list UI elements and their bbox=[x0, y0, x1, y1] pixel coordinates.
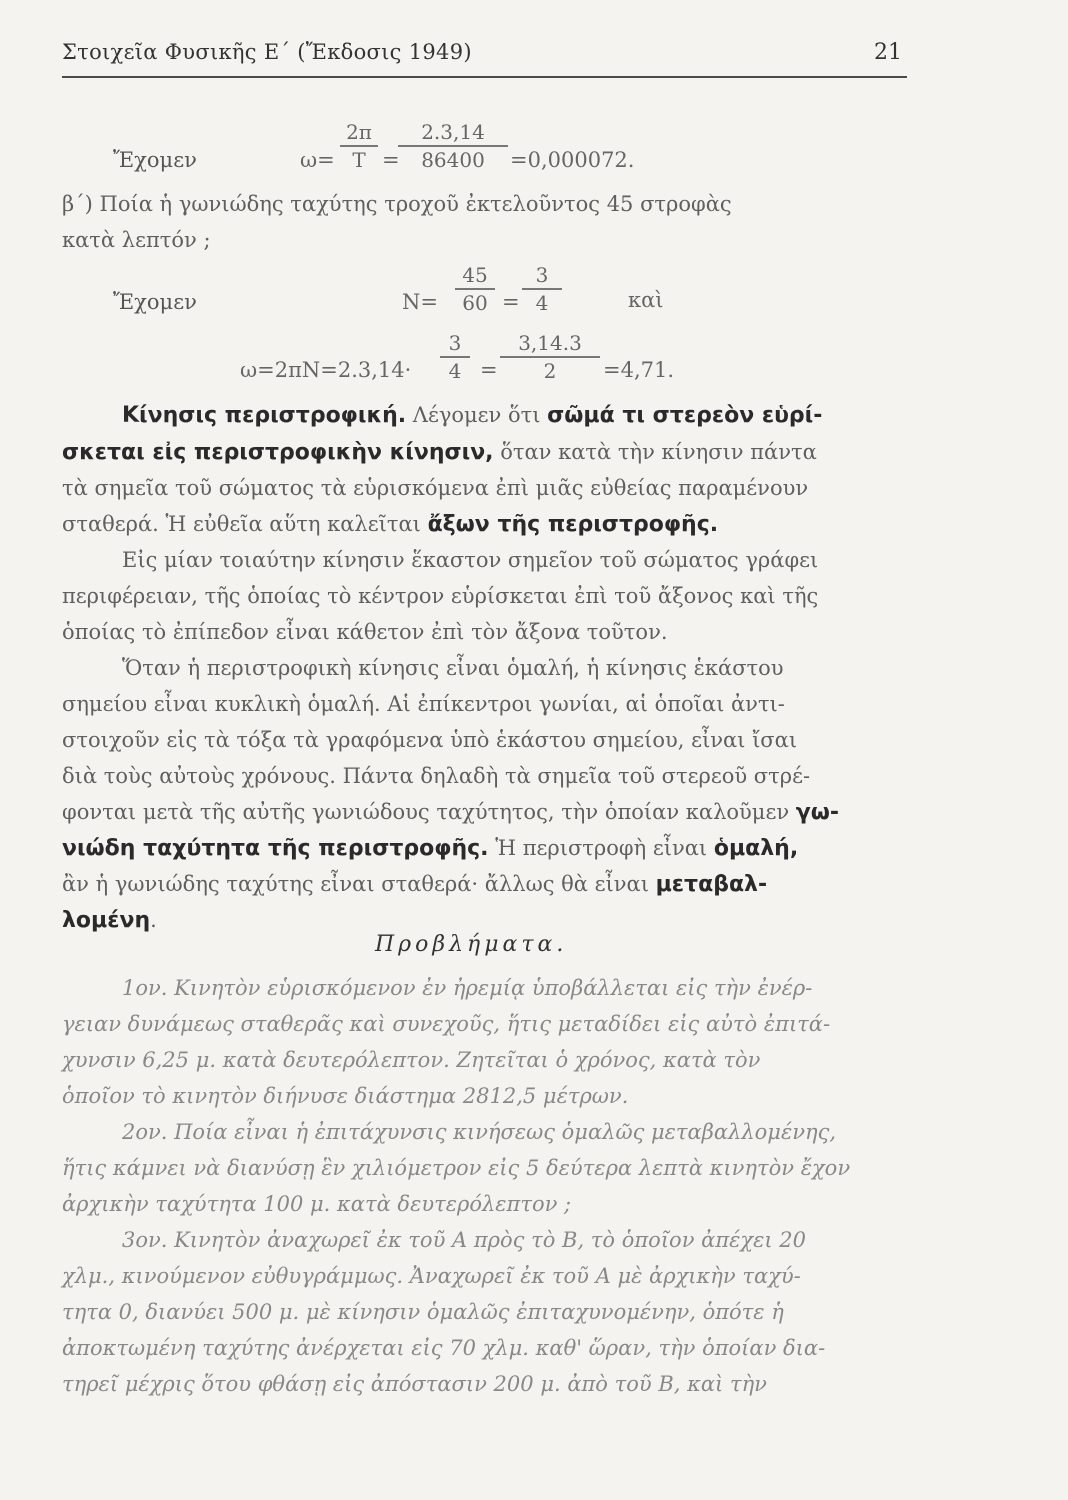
text: . bbox=[150, 908, 157, 932]
eq3-f2-denominator: 2 bbox=[543, 358, 557, 383]
text: ἂν ἡ γωνιώδης ταχύτης εἶναι σταθερά· ἄλλως θὰ εἶναι bbox=[62, 872, 656, 896]
rotation-line-8: Ὅταν ἡ περιστροφικὴ κίνησις εἶναι ὁμαλή, ἡ κίνησις ἑκάστου bbox=[122, 656, 784, 680]
term-angular-velocity: γω- bbox=[795, 800, 840, 825]
rotation-line-13 bbox=[62, 836, 908, 861]
eq2-f2-numerator: 3 bbox=[535, 263, 549, 287]
text: ὅταν κατὰ τὴν κίνησιν πάντα bbox=[493, 440, 817, 464]
fraction-bar bbox=[500, 356, 600, 358]
fraction-bar bbox=[455, 288, 495, 290]
eq2-fraction-45-60 bbox=[455, 263, 495, 315]
eq1-fraction-value bbox=[398, 120, 508, 172]
rotation-line-1 bbox=[62, 403, 908, 428]
rotation-line-12 bbox=[62, 800, 908, 825]
eq1-omega: ω= bbox=[300, 148, 335, 172]
eq2-f1-numerator: 45 bbox=[462, 263, 488, 287]
eq2-equals: = bbox=[502, 290, 520, 314]
running-header: Στοιχεῖα Φυσικῆς Ε΄ (Ἔκδοσις 1949) bbox=[62, 40, 472, 64]
header-rule bbox=[62, 76, 907, 78]
rotation-line-5: Εἰς μίαν τοιαύτην κίνησιν ἕκαστον σημεῖον τοῦ σώματος γράφει bbox=[122, 548, 819, 572]
fraction-bar bbox=[440, 356, 470, 358]
eq2-f1-denominator: 60 bbox=[462, 290, 488, 315]
eq3-f1-numerator: 3 bbox=[448, 331, 462, 355]
rotation-line-9: σημείου εἶναι κυκλικὴ ὁμαλή. Αἱ ἐπίκεντροι γωνίαι, αἱ ὁποῖαι ἀντι- bbox=[62, 692, 785, 716]
eq2-and: καὶ bbox=[628, 288, 664, 312]
eq1-result: =0,000072. bbox=[510, 148, 635, 172]
eq3-f1-denominator: 4 bbox=[448, 358, 462, 383]
problem-3-line-1: 3ον. Κινητὸν ἀναχωρεῖ ἐκ τοῦ Α πρὸς τὸ Β, τὸ ὁποῖον ἀπέχει 20 bbox=[122, 1228, 807, 1252]
question-b-line-2: κατὰ λεπτόν ; bbox=[62, 228, 211, 252]
problem-3-line-2: χλμ., κινούμενον εὐθυγράμμως. Ἀναχωρεῖ ἐκ τοῦ Α μὲ ἀρχικὴν ταχύ- bbox=[62, 1264, 801, 1288]
problem-2-line-1: 2ον. Ποία εἶναι ἡ ἐπιτάχυνσις κινήσεως ὁμαλῶς μεταβαλλομένης, bbox=[122, 1120, 837, 1144]
problem-2-line-2: ἥτις κάμνει νὰ διανύσῃ ἓν χιλιόμετρον εἰς 5 δεύτερα λεπτὰ κινητὸν ἔχον bbox=[62, 1156, 851, 1180]
eq1-f2-numerator: 2.3,14 bbox=[421, 120, 485, 144]
text: φονται μετὰ τῆς αὐτῆς γωνιώδους ταχύτητος, τὴν ὁποίαν καλοῦμεν bbox=[62, 800, 796, 824]
rotation-line-3: τὰ σημεῖα τοῦ σώματος τὰ εὑρισκόμενα ἐπὶ μιᾶς εὐθείας παραμένουν bbox=[62, 476, 809, 500]
eq3-fraction-value bbox=[500, 331, 600, 383]
problem-2-line-3: ἀρχικὴν ταχύτητα 100 μ. κατὰ δευτερόλεπτον ; bbox=[62, 1192, 572, 1216]
problems-heading: Προβλήματα. bbox=[375, 932, 568, 957]
fraction-bar bbox=[522, 288, 562, 290]
question-b-line-1 bbox=[62, 192, 908, 216]
problem-3-line-4: ἀποκτωμένη ταχύτης ἀνέρχεται εἰς 70 χλμ. καθ' ὥραν, τὴν ὁποίαν δια- bbox=[62, 1336, 826, 1360]
term-angular-velocity-2: νιώδη ταχύτητα τῆς περιστροφῆς. bbox=[62, 836, 489, 861]
eq2-fraction-3-4 bbox=[522, 263, 562, 315]
term-axis-of-rotation: ἄξων τῆς περιστροφῆς. bbox=[427, 512, 719, 537]
rotation-line-14 bbox=[62, 872, 908, 897]
rotation-line-7: ὁποίας τὸ ἐπίπεδον εἶναι κάθετον ἐπὶ τὸν ἄξονα τοῦτον. bbox=[62, 620, 668, 644]
eq2-f2-denominator: 4 bbox=[535, 290, 549, 315]
problem-1-line-4: ὁποῖον τὸ κινητὸν διήνυσε διάστημα 2812,5 μέτρων. bbox=[62, 1084, 629, 1108]
eq3-lhs: ω=2πN=2.3,14· bbox=[240, 358, 412, 382]
term-variable: μεταβαλ- bbox=[655, 872, 768, 897]
term-variable-2: λομένη bbox=[62, 908, 151, 933]
term-uniform: ὁμαλή, bbox=[713, 836, 799, 861]
eq3-fraction-3-4 bbox=[440, 331, 470, 383]
eq1-fraction-2pi-T bbox=[340, 120, 378, 172]
eq3-equals: = bbox=[480, 358, 498, 382]
problem-1-line-2: γειαν δυνάμεως σταθερᾶς καὶ συνεχοῦς, ἥτις μεταδίδει εἰς αὐτὸ ἐπιτά- bbox=[62, 1012, 831, 1036]
eq1-f1-denominator: T bbox=[352, 147, 366, 172]
eq1-label: Ἔχομεν bbox=[113, 148, 197, 172]
text: σταθερά. Ἡ εὐθεῖα αὕτη καλεῖται bbox=[62, 512, 428, 536]
fraction-bar bbox=[398, 145, 508, 147]
text: Ἡ περιστροφὴ εἶναι bbox=[488, 836, 714, 860]
rotation-line-11: διὰ τοὺς αὐτοὺς χρόνους. Πάντα δηλαδὴ τὰ σημεῖα τοῦ στερεοῦ στρέ- bbox=[62, 764, 811, 788]
page-number: 21 bbox=[874, 40, 902, 65]
rotation-line-15 bbox=[62, 908, 908, 933]
rotation-line-6: περιφέρειαν, τῆς ὁποίας τὸ κέντρον εὑρίσκεται ἐπὶ τοῦ ἄξονος καὶ τῆς bbox=[62, 584, 819, 608]
eq3-f2-numerator: 3,14.3 bbox=[518, 331, 582, 355]
eq3-result: =4,71. bbox=[603, 358, 675, 382]
rotation-line-10: στοιχοῦν εἰς τὰ τόξα τὰ γραφόμενα ὑπὸ ἑκάστου σημείου, εἶναι ἴσαι bbox=[62, 728, 798, 752]
problem-1-line-1: 1ον. Κινητὸν εὑρισκόμενον ἐν ἠρεμίᾳ ὑποβάλλεται εἰς τὴν ἐνέρ- bbox=[122, 976, 813, 1000]
eq1-equals: = bbox=[382, 148, 400, 172]
rotation-line-2 bbox=[62, 440, 908, 465]
eq2-label: Ἔχομεν bbox=[113, 290, 197, 314]
term-rigid-body: σῶμά τι στερεὸν εὑρί- bbox=[547, 403, 823, 428]
problem-3-line-3: τητα 0, διανύει 500 μ. μὲ κίνησιν ὁμαλῶς ἐπιταχυνομένην, ὁπότε ἡ bbox=[62, 1300, 784, 1324]
eq1-f2-denominator: 86400 bbox=[421, 147, 485, 172]
term-rotational-motion-2: σκεται εἰς περιστροφικὴν κίνησιν, bbox=[62, 440, 494, 465]
text: Λέγομεν ὅτι bbox=[406, 403, 548, 427]
eq2-n: N= bbox=[402, 290, 438, 314]
problem-1-line-3: χυνσιν 6,25 μ. κατὰ δευτερόλεπτον. Ζητεῖται ὁ χρόνος, κατὰ τὸν bbox=[62, 1048, 761, 1072]
fraction-bar bbox=[340, 145, 378, 147]
question-b-text-1: β΄) Ποία ἡ γωνιώδης ταχύτης τροχοῦ ἐκτελοῦντος 45 στροφὰς bbox=[62, 192, 732, 216]
term-rotational-motion: Κίνησις περιστροφική. bbox=[122, 403, 407, 428]
eq1-f1-numerator: 2π bbox=[346, 120, 372, 144]
problem-3-line-5: τηρεῖ μέχρις ὅτου φθάσῃ εἰς ἀπόστασιν 200 μ. ἀπὸ τοῦ Β, καὶ τὴν bbox=[62, 1372, 767, 1396]
rotation-line-4 bbox=[62, 512, 908, 537]
